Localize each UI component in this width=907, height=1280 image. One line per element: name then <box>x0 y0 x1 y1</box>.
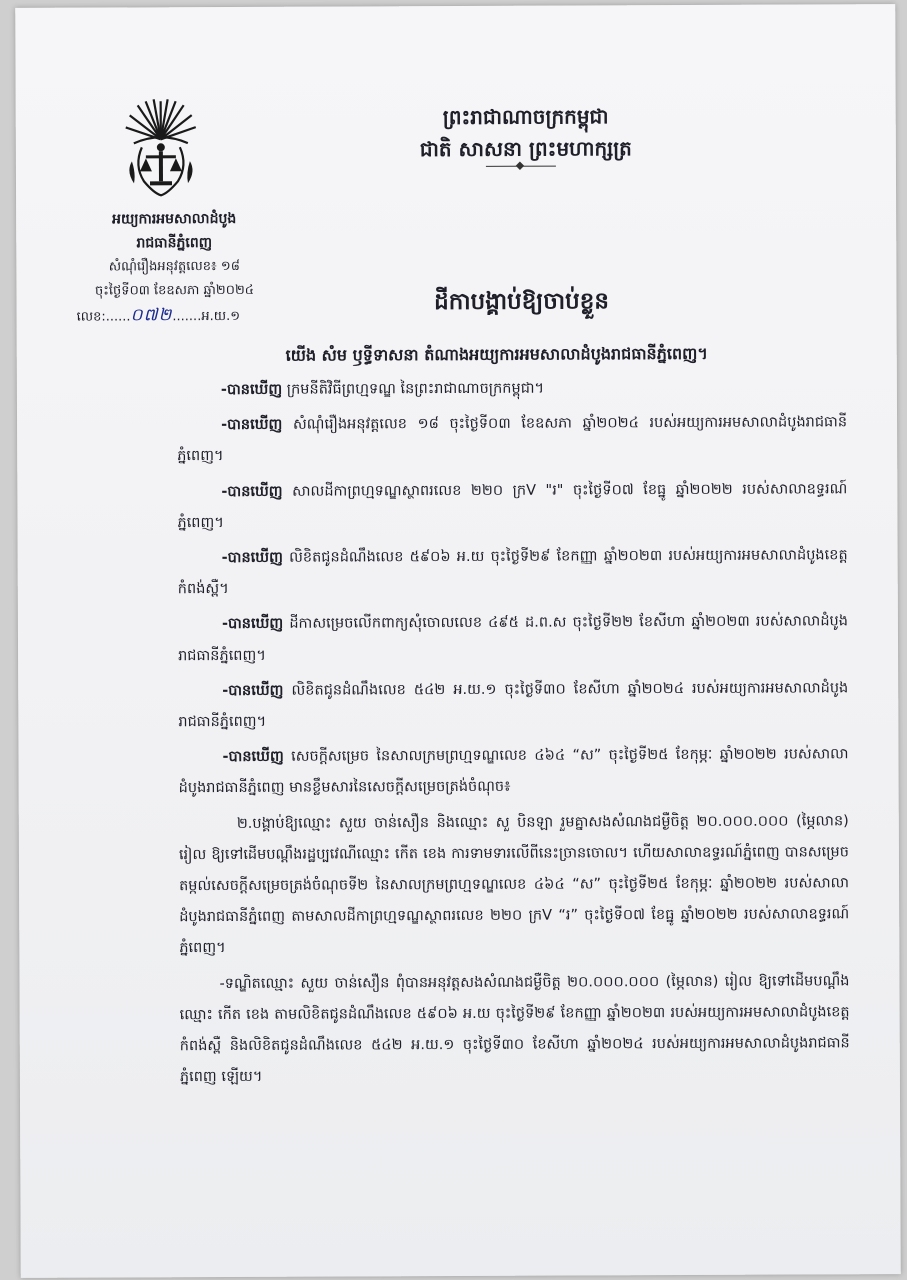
letter-number-handwritten: ០៧២ <box>130 305 173 326</box>
seen-paragraph <box>177 474 847 539</box>
seen-text: សេចក្ដីសម្រេច នៃសាលក្រមព្រហ្មទណ្ឌលេខ ៤៦៤ “ស” ចុះថ្ងៃទី២៥ ខែកុម្ភៈ ឆ្នាំ២០២២ របស់សាលាដំបូងរាជធានីភ្នំពេញ មានខ្លឹមសារនៃសេចក្ដីសម្រេចត្រង់ចំណុច៖ <box>178 746 849 797</box>
seen-paragraph <box>178 607 848 672</box>
seen-text: លិខិតជូនដំណឹងលេខ ៥៤២ អ.យ.១ ចុះថ្ងៃទី៣០ ខែសីហា ឆ្នាំ២០២៤ របស់អយ្យការអមសាលាដំបូងរាជធានីភ្នំពេញ។ <box>178 680 849 731</box>
case-file-number: សំណុំរឿងអនុវត្តលេខ៖ ១៨ <box>108 258 240 275</box>
seen-paragraph <box>177 408 847 473</box>
seen-paragraph <box>178 540 848 605</box>
quoted-clause-2: ២.បង្គាប់ឱ្យឈ្មោះ សួយ ចាន់សឿន និងឈ្មោះ សួ បិនឡា រួមគ្នាសងសំណងជម្ងឺចិត្ត ២០.០០០.០០០ (ម្ភៃលាន) រៀល ឱ្យទៅដើមបណ្ដឹងរដ្ឋប្បវេណីឈ្មោះ កើត ខេង ការទាមទារលើពីនេះច្រានចោល។ ហើយសាលាឧទ្ធរណ៍ភ្នំពេញ បានសម្រេចតម្កល់សេចក្ដីសម្រេចត្រង់ចំណុចទី២ នៃសាលក្រមព្រហ្មទណ្ឌលេខ ៤៦៤ “ស” ចុះថ្ងៃទី២៥ ខែកុម្ភៈ ឆ្នាំ២០២២ របស់សាលាដំបូងរាជធានីភ្នំពេញ តាមសាលដីកាព្រហ្មទណ្ឌស្ថាពរលេខ ២២០ ក្រV “រ” ចុះថ្ងៃទី០៧ ខែធ្នូ ឆ្នាំ២០២២ របស់សាលាឧទ្ធរណ៍ភ្នំពេញ។ <box>178 812 850 957</box>
letter-number-suffix: .......អ.យ.១ <box>172 308 241 325</box>
divider-ornament <box>486 166 556 171</box>
letter-number <box>75 303 275 330</box>
seen-paragraph <box>178 673 848 738</box>
seen-label: -បានឃើញ <box>221 416 283 434</box>
seen-label: -បានឃើញ <box>222 682 284 699</box>
kingdom-header <box>396 100 656 165</box>
ministry-name: អយ្យការអមសាលាដំបូង <box>112 210 237 228</box>
seen-text: ដីកាសម្រេចលើកពាក្យសុំចោលលេខ ៤៩៥ ដ.ព.ស ចុះថ្ងៃទី២២ ខែសីហា ឆ្នាំ២០២៣ របស់សាលាដំបូងរាជធានីភ្នំពេញ។ <box>178 613 848 664</box>
ministry-city: រាជធានីភ្នំពេញ <box>136 235 213 252</box>
document-title: ដីកាបង្គាប់ឱ្យចាប់ខ្លួន <box>434 288 609 316</box>
royal-emblem-icon <box>120 95 202 201</box>
document-body <box>177 372 850 1093</box>
seen-text: សាលដីកាព្រហ្មទណ្ឌស្ថាពរលេខ ២២០ ក្រV "រ" ចុះថ្ងៃទី០៧ ខែធ្នូ ឆ្នាំ២០២២ របស់សាលាឧទ្ធរណ៍ភ្នំពេញ។ <box>177 480 848 532</box>
case-file-date: ចុះថ្ងៃទី០៣ ខែឧសភា ឆ្នាំ២០២៤ <box>94 282 255 299</box>
seen-label: -បានឃើញ <box>221 616 284 633</box>
seen-label: -បានឃើញ <box>220 381 283 399</box>
letter-number-prefix: លេខ:...... <box>76 309 131 325</box>
seen-text: សំណុំរឿងអនុវត្តលេខ ១៨ ចុះថ្ងៃទី០៣ ខែឧសភា ឆ្នាំ២០២៤ របស់អយ្យការអមសាលាដំបូងរាជធានីភ្នំពេញ។ <box>177 414 848 465</box>
seen-label: -បានឃើញ <box>221 483 283 500</box>
document-page <box>15 4 901 1278</box>
kingdom-title: ព្រះរាជាណាចក្រកម្ពុជា <box>442 104 609 130</box>
seen-label: -បានឃើញ <box>222 748 284 766</box>
seen-paragraph <box>178 740 848 805</box>
seen-text: លិខិតជូនដំណឹងលេខ ៥៩០៦ អ.យ ចុះថ្ងៃទី២៩ ខែកញ្ញា ឆ្នាំ២០២៣ របស់អយ្យការអមសាលាដំបូងខេត្តកំពង់ស្ពឺ។ <box>177 547 848 598</box>
seen-paragraph <box>177 372 847 406</box>
final-paragraph: -ទណ្ឌិតឈ្មោះ សួយ ចាន់សឿន ពុំបានអនុវត្តសងសំណងជម្ងឺចិត្ត ២០.០០០.០០០ (ម្ភៃលាន) រៀល ឱ្យទៅដើមបណ្ដឹងឈ្មោះ កើត ខេង តាមលិខិតជូនដំណឹងលេខ ៥៩០៦ អ.យ ចុះថ្ងៃទី២៩ ខែកញ្ញា ឆ្នាំ២០២៣ របស់អយ្យការអមសាលាដំបូងខេត្តកំពង់ស្ពឺ និងលិខិតជូនដំណឹងលេខ ៥៤២ អ.យ.១ ចុះថ្ងៃទី៣០ ខែសីហា ឆ្នាំ២០២៤ របស់អយ្យការអមសាលាដំបូងរាជធានីភ្នំពេញ ឡើយ។ <box>179 972 850 1086</box>
seen-label: -បានឃើញ <box>221 549 283 567</box>
kingdom-motto: ជាតិ សាសនា ព្រះមហាក្សត្រ <box>419 136 632 162</box>
seen-text: ក្រមនីតិវិធីព្រហ្មទណ្ឌ នៃព្រះរាជាណាចក្រកម្ពុជា។ <box>286 380 545 398</box>
ministry-header <box>74 207 275 330</box>
document-intro: យើង សំម ឫទ្ធីទាសនា តំណាងអយ្យការអមសាលាដំបូងរាជធានីភ្នំពេញ។ <box>285 343 708 365</box>
